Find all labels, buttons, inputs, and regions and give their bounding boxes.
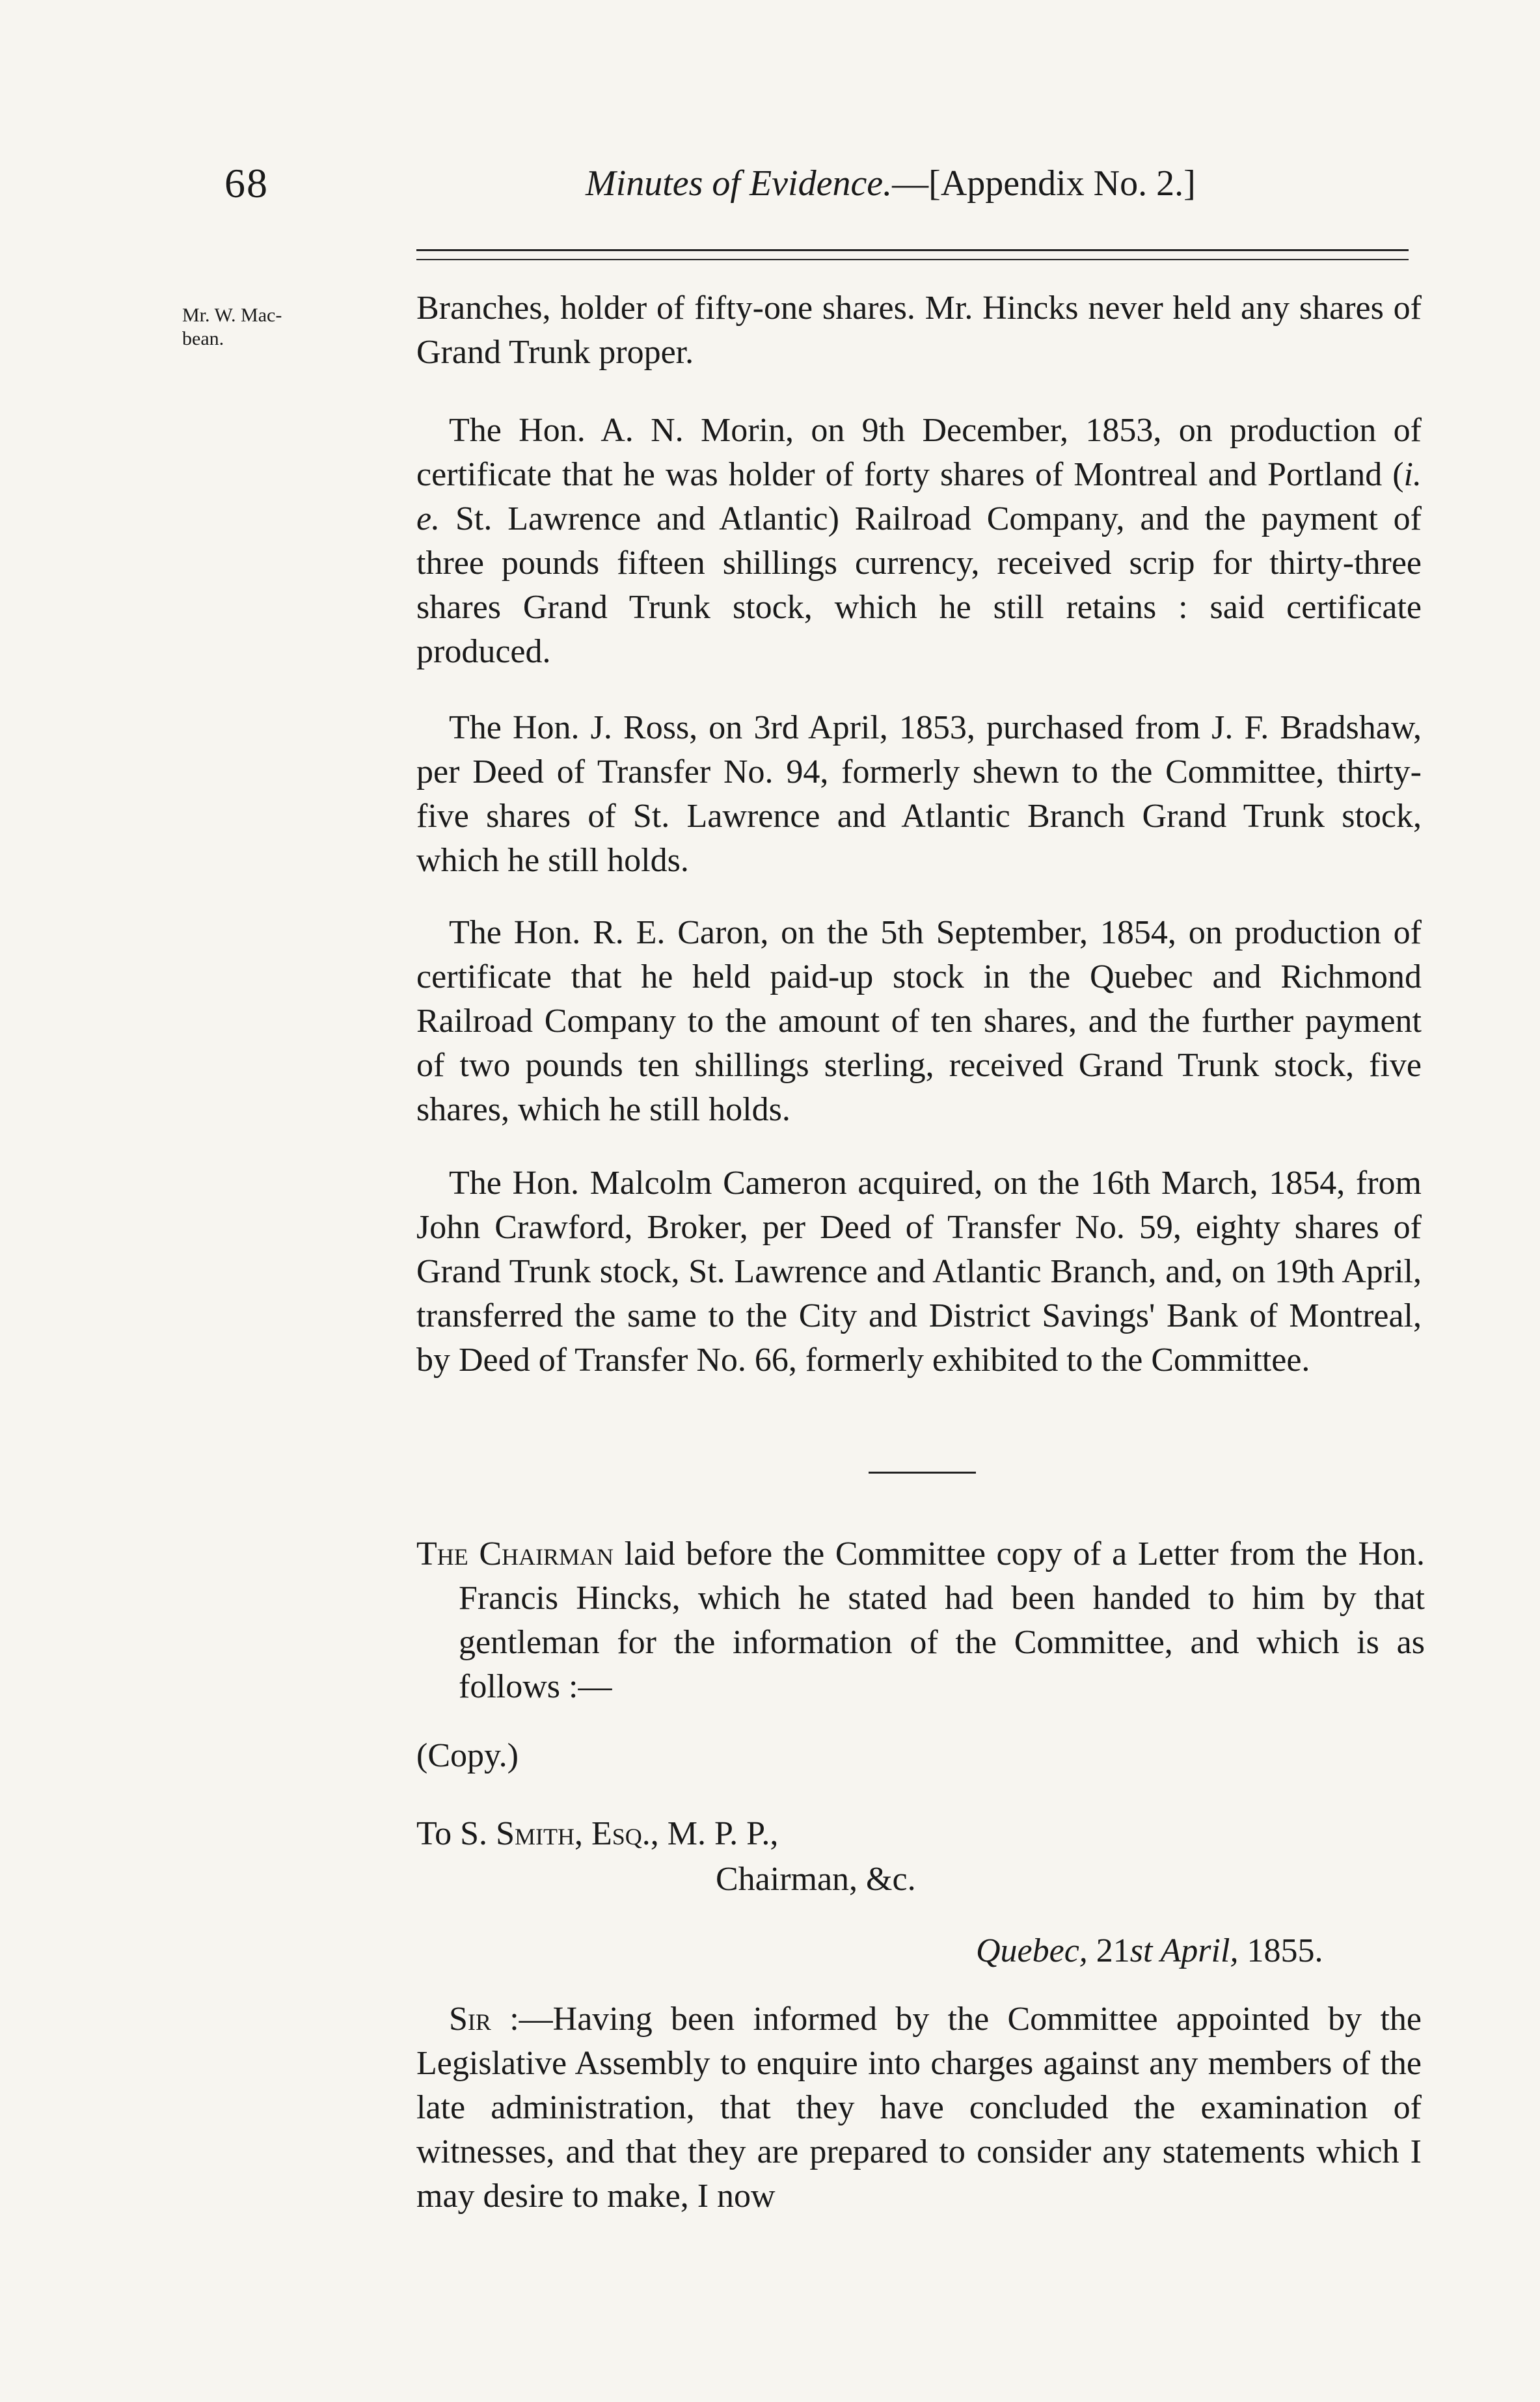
- running-head-title: Minutes of Evidence.: [586, 163, 893, 204]
- address-line-2: Chairman, &c.: [716, 1861, 916, 1898]
- address-title: , M. P. P.,: [650, 1815, 779, 1852]
- header-rule-thin: [416, 259, 1409, 260]
- paragraph-chairman: [416, 1532, 1425, 1709]
- margin-note-line-1: Mr. W. Mac-: [182, 304, 282, 326]
- paragraph-branches: Branches, holder of fifty-one shares. Mr. Hincks never held any shares of Grand Trunk proper.: [416, 290, 1422, 371]
- chairman-text: laid before the Committee copy of a Letter from the Hon. Francis Hincks, which he stated had been handed to him by that gentleman for the information of the Committee, and which is as follows :—: [459, 1535, 1425, 1705]
- dateline-month: April,: [1152, 1932, 1239, 1969]
- address-name: Smith, Esq.: [496, 1815, 651, 1852]
- paragraph-morin: [416, 409, 1422, 674]
- dateline-place: Quebec,: [976, 1932, 1088, 1969]
- letter-body: [416, 1997, 1422, 2219]
- morin-text-a: The Hon. A. N. Morin, on 9th December, 1853, on production of certificate that he was holder of forty shares of Montreal and Portland (: [416, 412, 1422, 493]
- header-rule-thick: [416, 249, 1409, 251]
- letter-salutation: Sir: [449, 2001, 491, 2038]
- chairman-lead: The Chairman: [416, 1535, 614, 1572]
- letter-text: :—Having been informed by the Committee appointed by the Legislative Assembly to enquire into charges against any members of the late administration, that they have concluded the examination of witnesses, and that they are prepared to consider any statements which I may desire to make, I now: [416, 2001, 1422, 2215]
- morin-text-b: St. Lawrence and Atlantic) Railroad Company, and the payment of three pounds fifteen shillings currency, received scrip for thirty-three shares Grand Trunk stock, which he still retains : said certificate produced.: [416, 500, 1422, 670]
- paragraph-ross: The Hon. J. Ross, on 3rd April, 1853, purchased from J. F. Bradshaw, per Deed of Transfer No. 94, formerly shewn to the Committee, thirty-five shares of St. Lawrence and Atlantic Branch Grand Trunk stock, which he still holds.: [416, 709, 1422, 879]
- dateline: [976, 1929, 1323, 1973]
- page-number: 68: [224, 160, 269, 206]
- morin-ie: i. e.: [416, 456, 1422, 537]
- dateline-day: 21: [1087, 1932, 1130, 1969]
- section-divider: [869, 1472, 976, 1474]
- copy-label: (Copy.): [416, 1737, 519, 1774]
- running-head: [586, 163, 1196, 204]
- address-to: To S.: [416, 1815, 496, 1852]
- dateline-day-suffix: st: [1129, 1932, 1153, 1969]
- paragraph-cameron: The Hon. Malcolm Cameron acquired, on the 16th March, 1854, from John Crawford, Broker, per Deed of Transfer No. 59, eighty shares of Grand Trunk stock, St. Lawrence and Atlantic Branch, and, on 19th April, transferred the same to the City and District Savings' Bank of Montreal, by Deed of Transfer No. 66, formerly exhibited to the Committee.: [416, 1165, 1422, 1379]
- margin-note-line-2: bean.: [182, 328, 224, 349]
- running-head-appendix: —[Appendix No. 2.]: [892, 163, 1196, 204]
- margin-note: [182, 304, 397, 351]
- paragraph-caron: The Hon. R. E. Caron, on the 5th September, 1854, on production of certificate that he held paid-up stock in the Quebec and Richmond Railroad Company to the amount of ten shares, and the further payment of two pounds ten shillings sterling, received Grand Trunk stock, five shares, which he still holds.: [416, 914, 1422, 1128]
- dateline-year: 1855.: [1238, 1932, 1323, 1969]
- address-line-1: [416, 1812, 778, 1856]
